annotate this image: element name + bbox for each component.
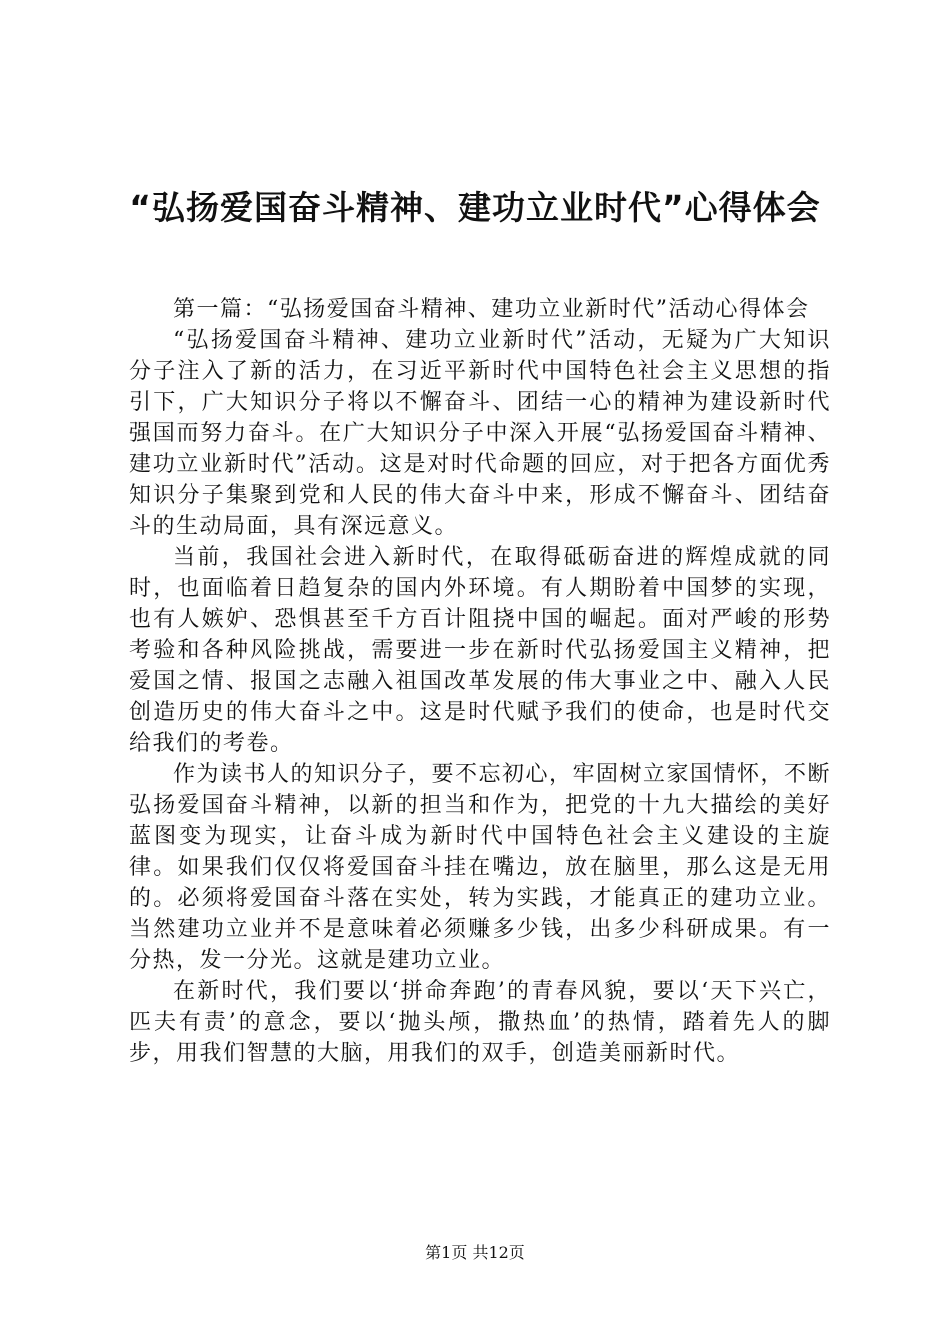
paragraph-section-heading: 第一篇：“弘扬爱国奋斗精神、建功立业新时代”活动心得体会 (173, 297, 810, 322)
paragraph-intro: “弘扬爱国奋斗精神、建功立业新时代”活动，无疑为广大知识分子注入了新的活力，在习近平新时代中国特色社会主义思想的指引下，广大知识分子将以不懈奋斗、团结一心的精神为建设新时代强国而努力奋斗。在广大知识分子中深入开展“弘扬爱国奋斗精神、建功立业新时代”活动。这是对时代命题的回应，对于把各方面优秀知识分子集聚到党和人民的伟大奋斗中来，形成不懈奋斗、团结奋斗的生动局面，具有深远意义。 (129, 328, 831, 539)
paragraph-conclusion: 在新时代，我们要以‘拼命奔跑’的青春风貌，要以‘天下兴亡，匹夫有责’的意念，要以‘抛头颅，撒热血’的热情，踏着先人的脚步，用我们智慧的大脑，用我们的双手，创造美丽新时代。 (129, 979, 831, 1066)
paragraph-current-era: 当前，我国社会进入新时代，在取得砥砺奋进的辉煌成就的同时，也面临着日趋复杂的国内外环境。有人期盼着中国梦的实现，也有人嫉妒、恐惧甚至千方百计阻挠中国的崛起。面对严峻的形势考验和各种风险挑战，需要进一步在新时代弘扬爱国主义精神，把爱国之情、报国之志融入祖国改革发展的伟大事业之中、融入人民创造历史的伟大奋斗之中。这是时代赋予我们的使命，也是时代交给我们的考卷。 (129, 545, 831, 756)
document-title: “弘扬爱国奋斗精神、建功立业时代”心得体会 (129, 188, 821, 227)
paragraph-intellectuals: 作为读书人的知识分子，要不忘初心，牢固树立家国情怀，不断弘扬爱国奋斗精神，以新的担当和作为，把党的十九大描绘的美好蓝图变为现实，让奋斗成为新时代中国特色社会主义建设的主旋律。如果我们仅仅将爱国奋斗挂在嘴边，放在脑里，那么这是无用的。必须将爱国奋斗落在实处，转为实践，才能真正的建功立业。当然建功立业并不是意味着必须赚多少钱，出多少科研成果。有一分热，发一分光。这就是建功立业。 (129, 762, 832, 973)
page-number-footer: 第1页 共12页 (425, 1243, 525, 1262)
document-body (129, 294, 831, 1069)
